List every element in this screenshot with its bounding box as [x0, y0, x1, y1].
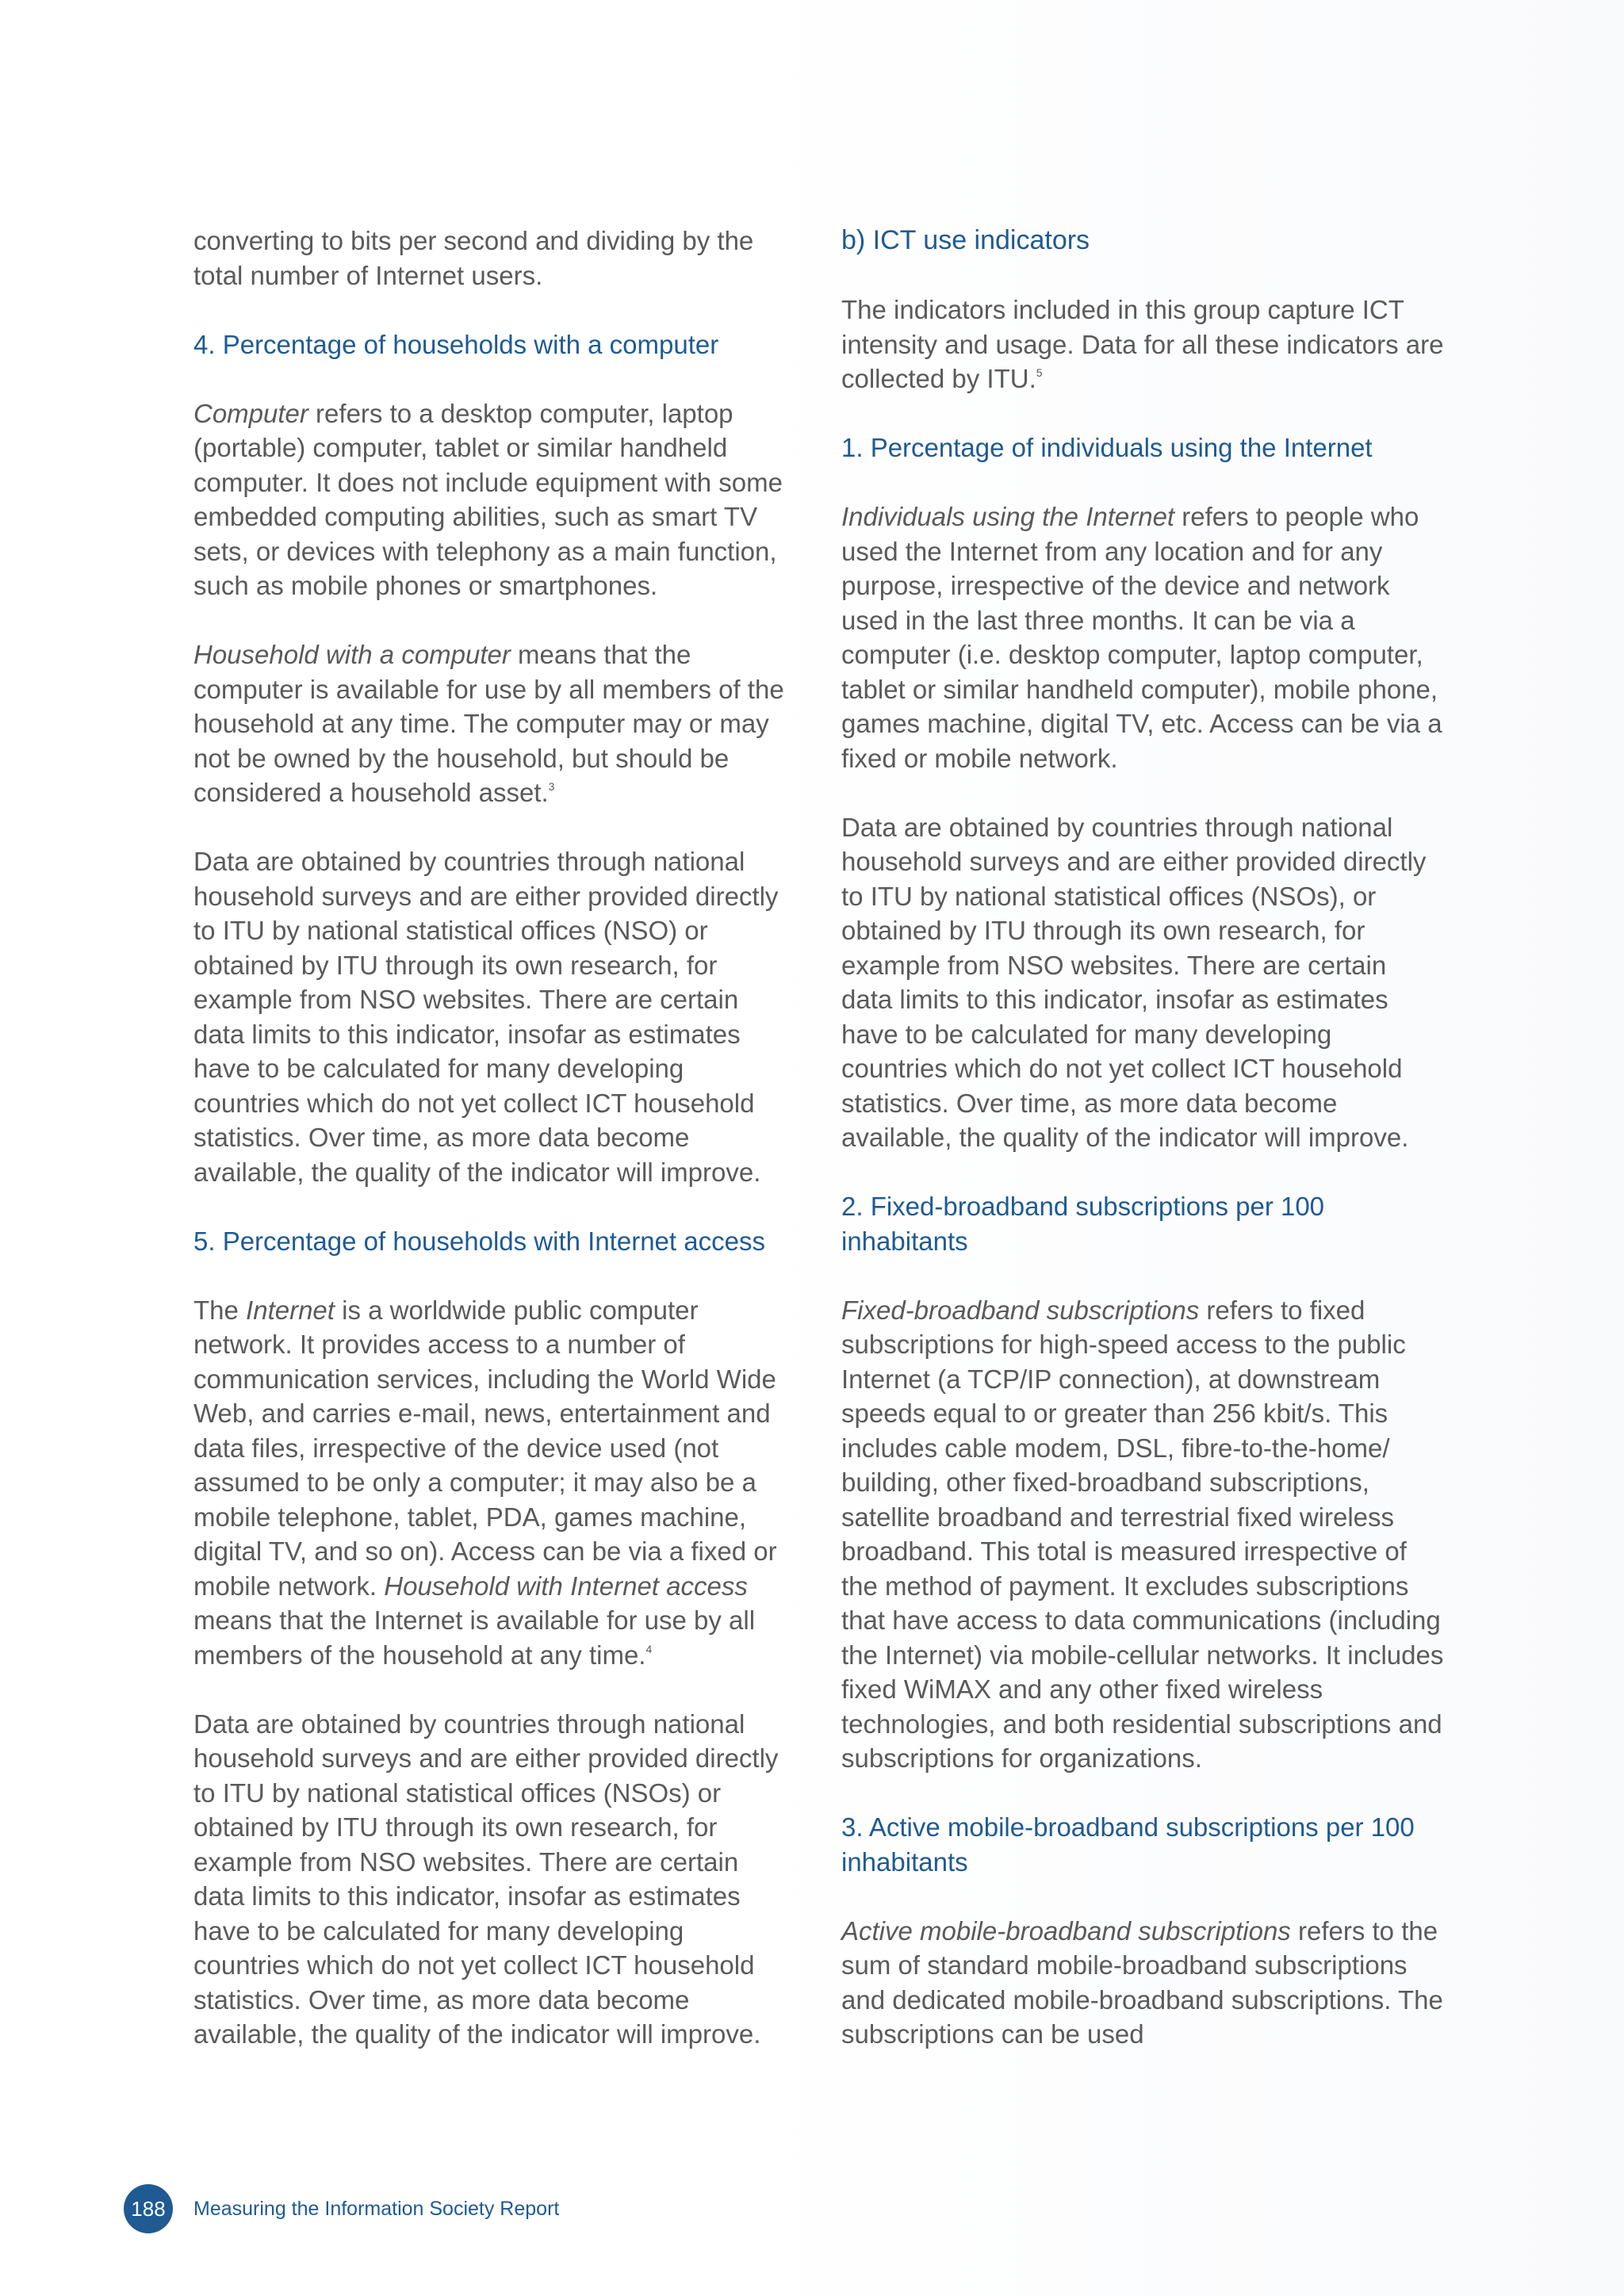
page-footer — [124, 2184, 559, 2233]
section-2-heading: 2. Fixed-broadband subscriptions per 100 inhabitants — [841, 1192, 1325, 1256]
left-column — [193, 224, 796, 2086]
term-fixed-broadband: Fixed-broadband subscriptions — [841, 1295, 1200, 1325]
section-1-paragraph-1: Individuals using the Internet refers to people who used the Internet from any location and for any purpose, irrespective of the device and network used in the last three months. It can be via a computer (i.e. desktop computer, laptop computer, tablet or similar handheld computer), mobile phone, games machine, digital TV, etc. Access can be via a fixed or mobile network. — [841, 502, 1442, 773]
section-5-heading: 5. Percentage of households with Internet access — [193, 1226, 765, 1256]
right-column — [841, 224, 1444, 2086]
section-5-paragraph-2: Data are obtained by countries through national household surveys and are either provided directly to ITU by national statistical offices (NSOs) or obtained by ITU through its own research, for example from NSO websites. There are certain data limits to this indicator, insofar as estimates have to be calculated for many developing countries which do not yet collect ICT household statistics. Over time, as more data become available, the quality of the indicator will improve. — [193, 1709, 779, 2049]
footnote-ref-4: 4 — [645, 1642, 653, 1655]
term-household-with-internet: Household with Internet access — [384, 1571, 748, 1601]
footnote-ref-5: 5 — [1036, 366, 1043, 379]
term-individuals-using-internet: Individuals using the Internet — [841, 502, 1175, 531]
section-1-paragraph-2: Data are obtained by countries through national household surveys and are either provided directly to ITU by national statistical offices (NSOs), or obtained by ITU through its own research, for example from NSO websites. There are certain data limits to this indicator, insofar as estimates have to be calculated for many developing countries which do not yet collect ICT household statistics. Over time, as more data become available, the quality of the indicator will improve. — [841, 812, 1427, 1152]
section-3-paragraph-1: Active mobile-broadband subscriptions refers to the sum of standard mobile-broadband subscriptions and dedicated mobile-broadband subscriptions. The subscriptions can be used — [841, 1915, 1443, 2049]
term-household-with-computer: Household with a computer — [193, 640, 511, 669]
section-2-paragraph-1: Fixed-broadband subscriptions refers to fixed subscriptions for high-speed access to the public Internet (a TCP/IP connection), at downstream speeds equal to or greater than 256 kbit/s. This includes cable modem, DSL, fibre-to-the-home/ building, other fixed-broadband subscriptions, satellite broadband and terrestrial fixed wireless broadband. This total is measured irrespective of the method of payment. It excludes subscriptions that have access to data communications (including the Internet) via mobile-cellular networks. It includes fixed WiMAX and any other fixed wireless technologies, and both residential subscriptions and subscriptions for organizations. — [841, 1295, 1444, 1773]
page-number-badge: 188 — [124, 2184, 173, 2233]
section-3-heading: 3. Active mobile-broadband subscriptions per 100 inhabitants — [841, 1812, 1415, 1877]
section-b-heading: b) ICT use indicators — [841, 225, 1090, 255]
section-5-paragraph-1: The Internet is a worldwide public computer network. It provides access to a number of communication services, including the World Wide Web, and carries e-mail, news, entertainment and data files, irrespective of the device used (not assumed to be only a computer; it may also be a mobile telephone, tablet, PDA, games machine, digital TV, and so on). Access can be via a fixed or mobile network. Household with Internet access means that the Internet is available for use by all members of the household at any time.$^4$ — [193, 1295, 777, 1670]
section-4-paragraph-2: Household with a computer means that the computer is available for use by all members of the household at any time. The computer may or may not be owned by the household, but should be considered a household asset.$^3$ — [193, 640, 784, 807]
section-4-paragraph-1: Computer refers to a desktop computer, laptop (portable) computer, tablet or similar handheld computer. It does not include equipment with some embedded computing abilities, such as smart TV sets, or devices with telephony as a main function, such as mobile phones or smartphones. — [193, 398, 783, 600]
intro-continuation: converting to bits per second and dividing by the total number of Internet users. — [193, 226, 754, 290]
section-1-heading: 1. Percentage of individuals using the Internet — [841, 433, 1373, 462]
section-b-intro: The indicators included in this group capture ICT intensity and usage. Data for all these indicators are collected by ITU.$^5$ — [841, 295, 1444, 393]
section-4-heading: 4. Percentage of households with a computer — [193, 329, 719, 359]
section-4-paragraph-3: Data are obtained by countries through national household surveys and are either provided directly to ITU by national statistical offices (NSO) or obtained by ITU through its own research, for example from NSO websites. There are certain data limits to this indicator, insofar as estimates have to be calculated for many developing countries which do not yet collect ICT household statistics. Over time, as more data become available, the quality of the indicator will improve. — [193, 847, 779, 1187]
term-internet: Internet — [246, 1295, 335, 1325]
term-active-mobile-broadband: Active mobile-broadband subscriptions — [841, 1915, 1291, 1946]
report-title: Measuring the Information Society Report — [193, 2197, 560, 2220]
footnote-ref-3: 3 — [548, 780, 555, 793]
term-computer: Computer — [193, 398, 308, 428]
